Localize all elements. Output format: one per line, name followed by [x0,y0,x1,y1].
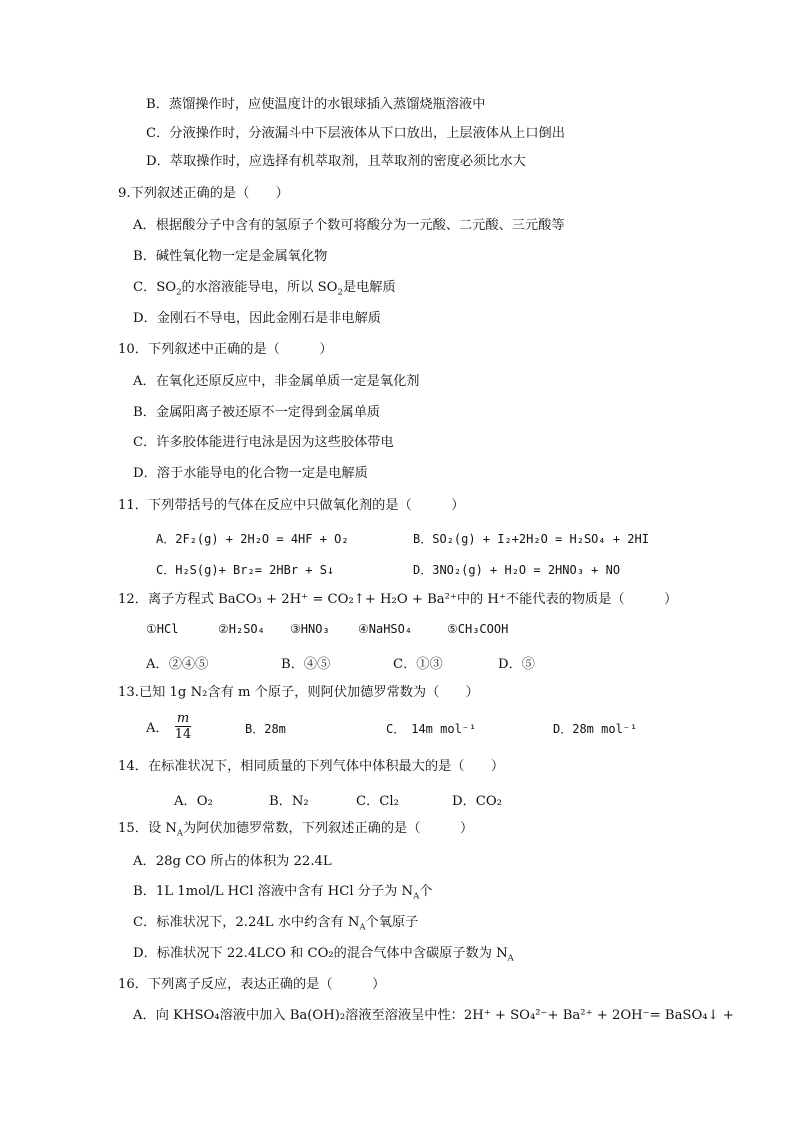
q12-choice-2: ②H₂SO₄ [218,622,265,636]
q9-stem: 9.下列叙述正确的是（ ） [118,186,289,201]
q12-option-a: A．②④⑤ [146,657,209,672]
q14-option-c: C．Cl₂ [356,794,399,809]
q11-option-c: C．H₂S(g)+ Br₂= 2HBr + S↓ [156,563,335,577]
q10-option-c: C．许多胶体能进行电泳是因为这些胶体带电 [133,435,394,450]
q8-option-b: B．蒸馏操作时，应使温度计的水银球插入蒸馏烧瓶溶液中 [146,97,486,112]
q12-choice-5: ⑤CH₃COOH [447,622,509,636]
q14-option-a: A．O₂ [174,794,213,809]
q11-stem: 11．下列带括号的气体在反应中只做氧化剂的是（ ） [118,498,465,513]
q12-choice-3: ③HNO₃ [290,622,330,636]
q13-option-b: B．28m [245,722,286,736]
q14-option-d: D．CO₂ [452,794,502,809]
q15-option-c: C．标准状况下，2.24L 水中约含有 $N_A$个氧原子 [133,915,419,933]
q11-option-a: A．2F₂(g) + 2H₂O = 4HF + O₂ [156,532,349,546]
q13-option-a: A． $\frac{m}{14}$ [146,711,192,742]
q10-stem: 10．下列叙述中正确的是（ ） [118,342,333,357]
q13-fraction: $\frac{m}{14}$ [174,711,192,742]
q9-option-d: D．金刚石不导电，因此金刚石是非电解质 [133,311,381,326]
q15-option-a: A．28g CO 所占的体积为 22.4L [133,854,332,869]
q11-option-b: B．SO₂(g) + I₂+2H₂O = H₂SO₄ + 2HI [413,532,649,546]
q15-option-d: D．标准状况下 22.4LCO 和 CO₂的混合气体中含碳原子数为 $N_A$ [133,946,514,964]
q14-option-b: B．N₂ [269,794,309,809]
q12-option-d: D．⑤ [498,657,535,672]
q13-option-d: D．28m mol⁻¹ [553,722,638,736]
q8-option-c: C．分液操作时，分液漏斗中下层液体从下口放出，上层液体从上口倒出 [146,126,565,141]
q15-option-b: B．1L 1mol/L HCl 溶液中含有 HCl 分子为 $N_A$个 [133,884,433,902]
q16-stem: 16．下列离子反应，表达正确的是（ ） [118,977,386,992]
q13-stem: 13.已知 1g N₂含有 m 个原子，则阿伏加德罗常数为（ ） [118,685,479,700]
q12-stem: 12．离子方程式 BaCO₃ + 2H⁺ = CO₂↑+ H₂O + Ba²⁺中的 H⁺不能代表的物质是（ ） [118,592,678,607]
q10-option-d: D．溶于水能导电的化合物一定是电解质 [133,466,368,481]
q10-option-a: A．在氧化还原反应中，非金属单质一定是氧化剂 [133,374,420,389]
q9-option-c: C．$SO_2$的水溶液能导电，所以 $SO_2$是电解质 [133,280,396,298]
q12-option-c: C．①③ [393,657,443,672]
q12-choice-1: ①HCl [146,622,179,636]
q14-stem: 14．在标准状况下，相同质量的下列气体中体积最大的是（ ） [118,759,505,774]
q12-option-b: B．④⑤ [281,657,331,672]
q13-option-c: C． 14m mol⁻¹ [386,722,477,736]
q11-option-d: D．3NO₂(g) + H₂O = 2HNO₃ + NO [413,563,621,577]
q15-stem: 15．设 $N_A$为阿伏加德罗常数，下列叙述正确的是（ ） [118,821,474,839]
q8-option-d: D．萃取操作时，应选择有机萃取剂，且萃取剂的密度必须比水大 [146,154,526,169]
q16-option-a: A．向 KHSO₄溶液中加入 Ba(OH)₂溶液至溶液呈中性：2H⁺ + SO₄²⁻+ Ba²⁺ + 2OH⁻= BaSO₄↓ + [133,1008,734,1023]
q10-option-b: B．金属阳离子被还原不一定得到金属单质 [133,405,381,420]
q9-option-a: A．根据酸分子中含有的氢原子个数可将酸分为一元酸、二元酸、三元酸等 [133,218,565,233]
q9-option-b: B．碱性氧化物一定是金属氧化物 [133,249,328,264]
q12-choice-4: ④NaHSO₄ [358,622,413,636]
